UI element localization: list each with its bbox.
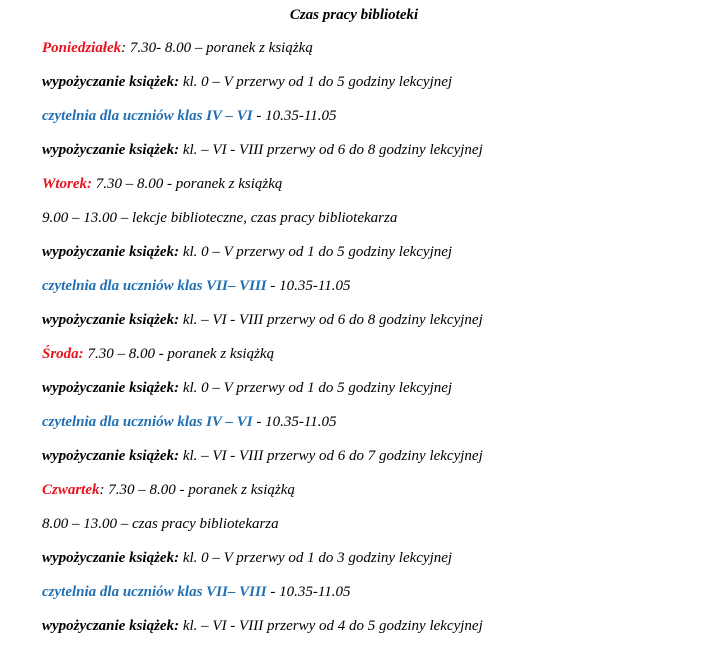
schedule-line-loan [42,379,702,413]
day-colon: : [99,482,105,498]
schedule-line-reading-room [42,583,702,617]
reading-room-label: czytelnia dla uczniów klas VII– VIII [42,278,267,294]
schedule-line-loan [42,73,702,107]
schedule-line-loan [42,141,702,175]
schedule-line-plain [42,515,702,549]
page-title: Czas pracy biblioteki [289,7,419,23]
schedule-line-monday [42,39,702,73]
line-text: - 10.35-11.05 [266,584,351,600]
schedule-line-reading-room [42,107,702,141]
schedule-line-reading-room [42,277,702,311]
day-label: Środa: [42,346,84,362]
schedule-line-loan [42,549,702,583]
schedule-lines [42,39,702,651]
line-text: kl. – VI - VIII przerwy od 6 do 8 godziny lekcyjnej [179,142,483,158]
schedule-line-loan [42,617,702,651]
schedule-line-loan [42,243,702,277]
line-text: kl. 0 – V przerwy od 1 do 5 godziny lekcyjnej [179,380,453,396]
line-text: - 10.35-11.05 [266,278,351,294]
schedule-line-reading-room [42,413,702,447]
line-text: kl. 0 – V przerwy od 1 do 5 godziny lekcyjnej [179,74,453,90]
line-text: kl. – VI - VIII przerwy od 6 do 8 godziny lekcyjnej [179,312,483,328]
loan-label: wypożyczanie książek: [42,142,180,158]
schedule-line-loan [42,311,702,345]
schedule-line-loan [42,447,702,481]
line-text: 8.00 – 13.00 – czas pracy bibliotekarza [42,516,279,532]
loan-label: wypożyczanie książek: [42,618,180,634]
line-text: 9.00 – 13.00 – lekcje biblioteczne, czas pracy bibliotekarza [42,210,398,226]
loan-label: wypożyczanie książek: [42,74,180,90]
reading-room-label: czytelnia dla uczniów klas IV – VI [42,108,253,124]
line-text: 7.30- 8.00 – poranek z książką [126,40,313,56]
line-text: kl. 0 – V przerwy od 1 do 5 godziny lekcyjnej [179,244,453,260]
schedule-line-wednesday [42,345,702,379]
reading-room-label: czytelnia dla uczniów klas IV – VI [42,414,253,430]
line-text: kl. – VI - VIII przerwy od 6 do 7 godziny lekcyjnej [179,448,483,464]
line-text: 7.30 – 8.00 - poranek z książką [92,176,283,192]
day-label: Poniedziałek [42,40,122,56]
line-text: 7.30 – 8.00 - poranek z książką [83,346,275,362]
schedule-line-plain [42,209,702,243]
loan-label: wypożyczanie książek: [42,312,180,328]
reading-room-label: czytelnia dla uczniów klas VII– VIII [42,584,267,600]
line-text: 7.30 – 8.00 - poranek z książką [104,482,295,498]
loan-label: wypożyczanie książek: [42,380,180,396]
line-text: - 10.35-11.05 [252,414,337,430]
loan-label: wypożyczanie książek: [42,448,180,464]
line-text: kl. – VI - VIII przerwy od 4 do 5 godziny lekcyjnej [179,618,483,634]
schedule-line-tuesday [42,175,702,209]
day-label: Wtorek: [42,176,92,192]
line-text: kl. 0 – V przerwy od 1 do 3 godziny lekcyjnej [179,550,453,566]
day-label: Czwartek [42,482,100,498]
line-text: - 10.35-11.05 [252,108,337,124]
loan-label: wypożyczanie książek: [42,550,180,566]
day-colon: : [121,40,127,56]
loan-label: wypożyczanie książek: [42,244,180,260]
schedule-line-thursday [42,481,702,515]
